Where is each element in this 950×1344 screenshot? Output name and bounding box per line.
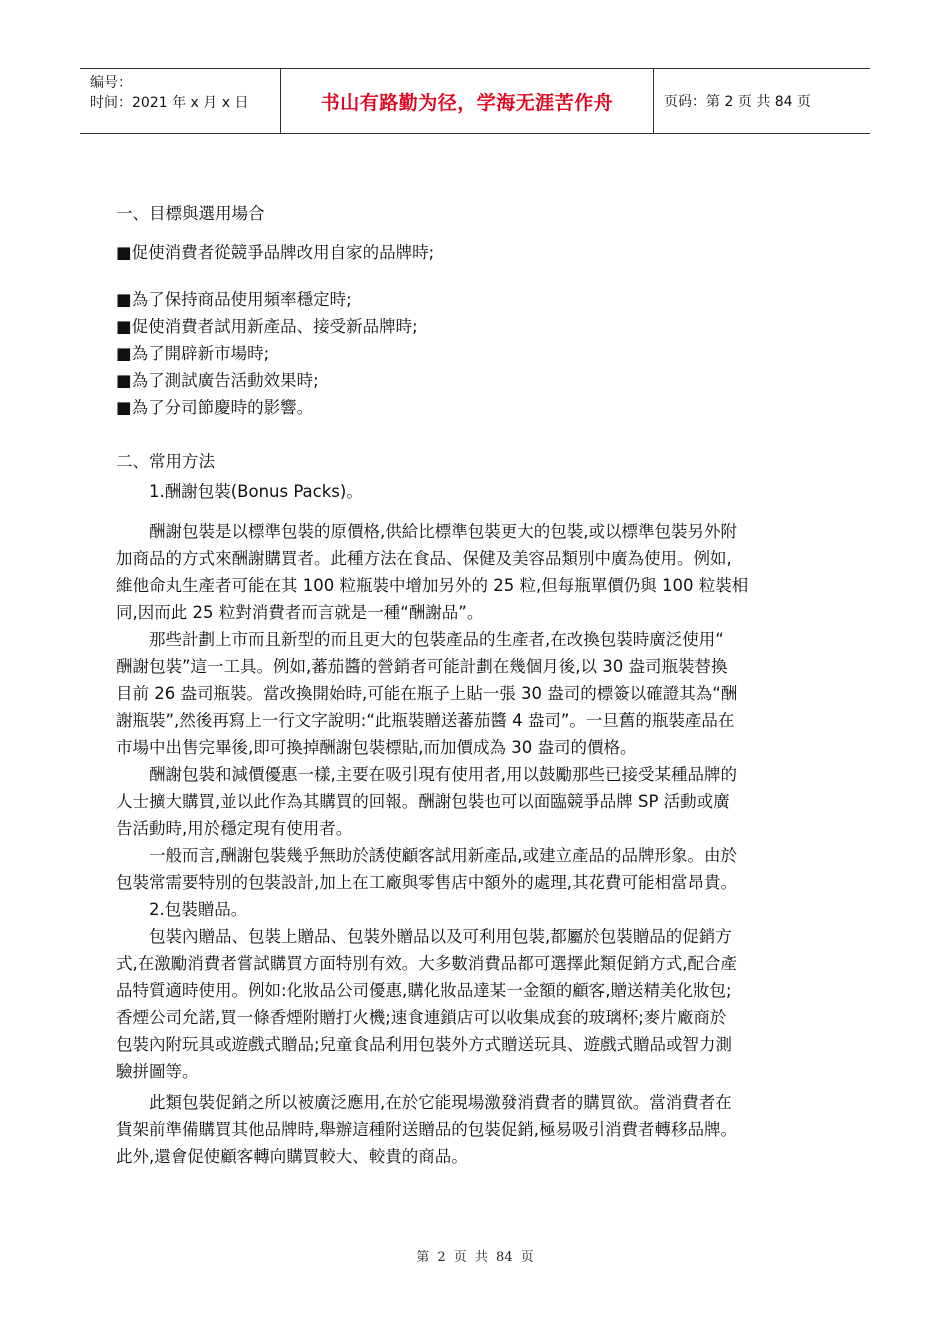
paragraph-line: 包裝內贈品、包裝上贈品、包裝外贈品以及可利用包裝,都屬於包裝贈品的促銷方 xyxy=(149,927,732,946)
document-number-label: 编号： xyxy=(90,75,132,91)
paragraph-line: 告活動時,用於穩定現有使用者。 xyxy=(116,819,353,838)
page-footer: 第 2 页 共 84 页 xyxy=(416,1250,534,1265)
paragraph-line: 目前 26 盎司瓶裝。當改換開始時,可能在瓶子上貼一張 30 盎司的標簽以確證其為“酬 xyxy=(116,684,738,703)
page-header xyxy=(80,68,870,134)
paragraph xyxy=(116,761,836,842)
paragraph-line: 謝瓶裝”,然後再寫上一行文字說明:“此瓶裝贈送蕃茄醬 4 盎司”。一旦舊的瓶裝產品在 xyxy=(116,711,735,730)
paragraph xyxy=(116,518,836,626)
header-motto: 书山有路勤为径，学海无涯苦作舟 xyxy=(281,69,654,133)
bullet-item: ■為了保持商品使用頻率穩定時; xyxy=(116,290,352,309)
paragraph-line: 維他命丸生產者可能在其 100 粒瓶裝中增加另外的 25 粒,但每瓶單價仍與 100 粒裝相 xyxy=(116,576,749,595)
section-2-title: 二、常用方法 xyxy=(116,452,215,471)
paragraph xyxy=(116,923,836,1085)
paragraph xyxy=(116,842,836,896)
paragraph-line: 同,因而此 25 粒對消費者而言就是一種“酬謝品”。 xyxy=(116,603,484,622)
subsection-1-title: 1.酬謝包裝(Bonus Packs)。 xyxy=(149,482,363,501)
section-1-title: 一、目標與選用場合 xyxy=(116,204,265,223)
paragraph-line: 式,在激勵消費者嘗試購買方面特別有效。大多數消費品都可選擇此類促銷方式,配合產 xyxy=(116,954,737,973)
document-body xyxy=(116,200,836,1170)
paragraph-line: 市場中出售完畢後,即可換掉酬謝包裝標貼,而加價成為 30 盎司的價格。 xyxy=(116,738,637,757)
paragraph-line: 加商品的方式來酬謝購買者。此種方法在食品、保健及美容品類別中廣為使用。例如, xyxy=(116,549,732,568)
paragraph-line: 那些計劃上市而且新型的而且更大的包裝產品的生產者,在改換包裝時廣泛使用“ xyxy=(149,630,724,649)
header-meta xyxy=(80,69,281,133)
paragraph-line: 貨架前準備購買其他品牌時,舉辦這種附送贈品的包裝促銷,極易吸引消費者轉移品牌。 xyxy=(116,1120,737,1139)
paragraph-line: 包裝常需要特別的包裝設計,加上在工廠與零售店中額外的處理,其花費可能相當昂貴。 xyxy=(116,873,737,892)
bullet-item: ■為了測試廣告活動效果時; xyxy=(116,371,319,390)
paragraph-line: 此類包裝促銷之所以被廣泛應用,在於它能現場激發消費者的購買欲。當消費者在 xyxy=(149,1093,732,1112)
paragraph-line: 酬謝包裝和減價優惠一樣,主要在吸引現有使用者,用以鼓勵那些已接受某種品牌的 xyxy=(149,765,737,784)
paragraph-line: 包裝內附玩具或遊戲式贈品;兒童食品利用包裝外方式贈送玩具、遊戲式贈品或智力測 xyxy=(116,1035,733,1054)
bullet-item: ■為了開辟新市場時; xyxy=(116,344,270,363)
paragraph-line: 酬謝包裝”這一工具。例如,蕃茄醬的營銷者可能計劃在幾個月後,以 30 盎司瓶裝替換 xyxy=(116,657,728,676)
header-page-info: 页码：第 2 页 共 84 页 xyxy=(664,94,811,110)
paragraph xyxy=(116,626,836,761)
bullet-item: ■為了分司節慶時的影響。 xyxy=(116,398,314,417)
paragraph xyxy=(116,1089,836,1170)
paragraph-line: 此外,還會促使顧客轉向購買較大、較貴的商品。 xyxy=(116,1147,468,1166)
paragraph-line: 驗拼圖等。 xyxy=(116,1062,199,1081)
bullet-item: ■促使消費者從競爭品牌改用自家的品牌時; xyxy=(116,243,435,262)
bullet-item: ■促使消費者試用新產品、接受新品牌時; xyxy=(116,317,418,336)
paragraph-line: 人士擴大購買,並以此作為其購買的回報。酬謝包裝也可以面臨競爭品牌 SP 活動或廣 xyxy=(116,792,730,811)
paragraph-line: 一般而言,酬謝包裝幾乎無助於誘使顧客試用新產品,或建立產品的品牌形象。由於 xyxy=(149,846,737,865)
paragraph-line: 酬謝包裝是以標準包裝的原價格,供給比標準包裝更大的包裝,或以標準包裝另外附 xyxy=(149,522,737,541)
paragraph-line: 品特質適時使用。例如:化妝品公司優惠,購化妝品達某一金額的顧客,贈送精美化妝包; xyxy=(116,981,732,1000)
subsection-2-title: 2.包裝贈品。 xyxy=(149,900,248,919)
paragraph-line: 香煙公司允諾,買一條香煙附贈打火機;速食連鎖店可以收集成套的玻璃杯;麥片廠商於 xyxy=(116,1008,727,1027)
document-time-label: 时间：2021 年 x 月 x 日 xyxy=(90,95,249,111)
